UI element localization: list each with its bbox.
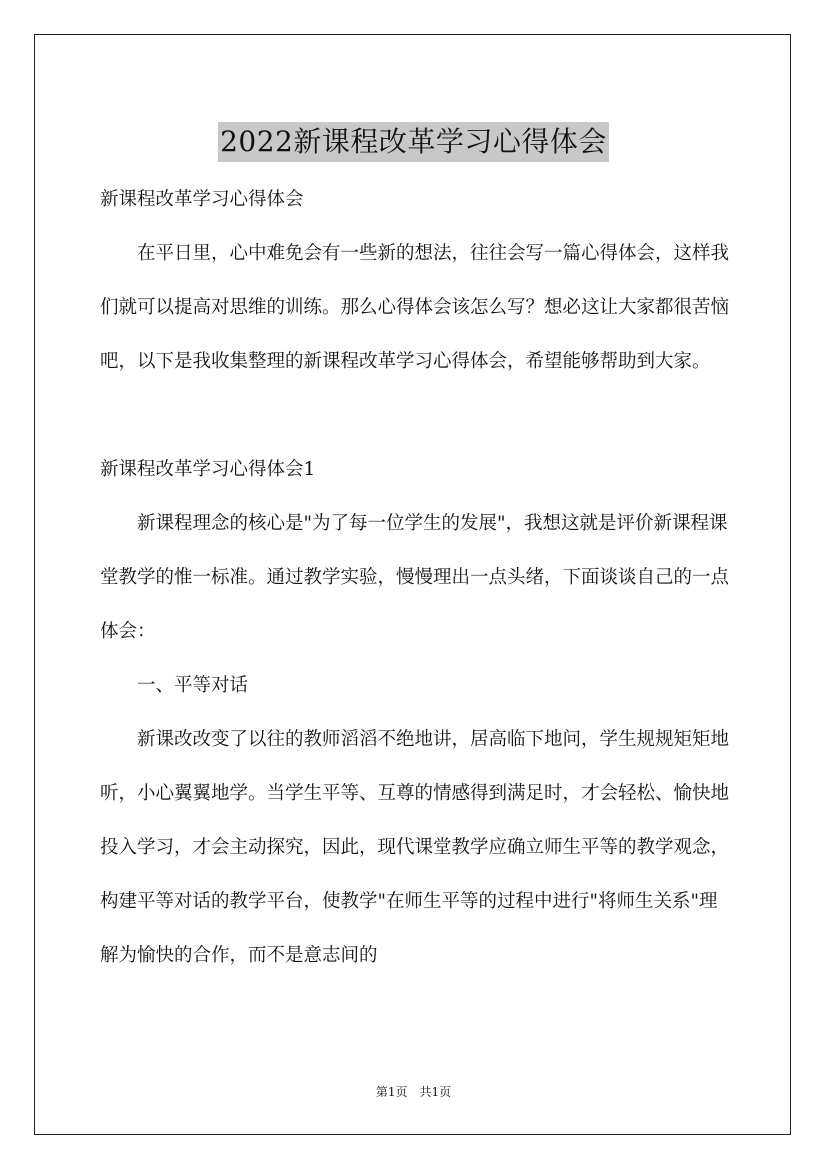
- body-paragraph-1: 新课程理念的核心是"为了每一位学生的发展"，我想这就是评价新课程课堂教学的惟一标准。通过教学实验，慢慢理出一点头绪，下面谈谈自己的一点体会：: [100, 513, 730, 642]
- document-body: [100, 173, 730, 983]
- page-number-label: 第1页 共1页: [375, 1085, 452, 1099]
- page-footer: [0, 1083, 827, 1101]
- intro-paragraph: 在平日里，心中难免会有一些新的想法，往往会写一篇心得体会，这样我们就可以提高对思维的训练。那么心得体会该怎么写？想必这让大家都很苦恼吧，以下是我收集整理的新课程改革学习心得体会，希望能够帮助到大家。: [100, 243, 730, 372]
- section-heading: 新课程改革学习心得体会1: [100, 459, 316, 480]
- document-subtitle: 新课程改革学习心得体会: [100, 189, 304, 210]
- document-title: 2022新课程改革学习心得体会: [218, 122, 609, 162]
- body-paragraph-2: 新课改改变了以往的教师滔滔不绝地讲，居高临下地问，学生规规矩矩地听，小心翼翼地学。当学生平等、互尊的情感得到满足时，才会轻松、愉快地投入学习，才会主动探究，因此，现代课堂教学应确立师生平等的教学观念，构建平等对话的教学平台，使教学"在师生平等的过程中进行"将师生关系"理解为愉快的合作，而不是意志间的: [100, 729, 730, 966]
- blank-line: [100, 389, 730, 443]
- point-heading-1: 一、平等对话: [137, 675, 249, 696]
- title-container: [0, 103, 827, 181]
